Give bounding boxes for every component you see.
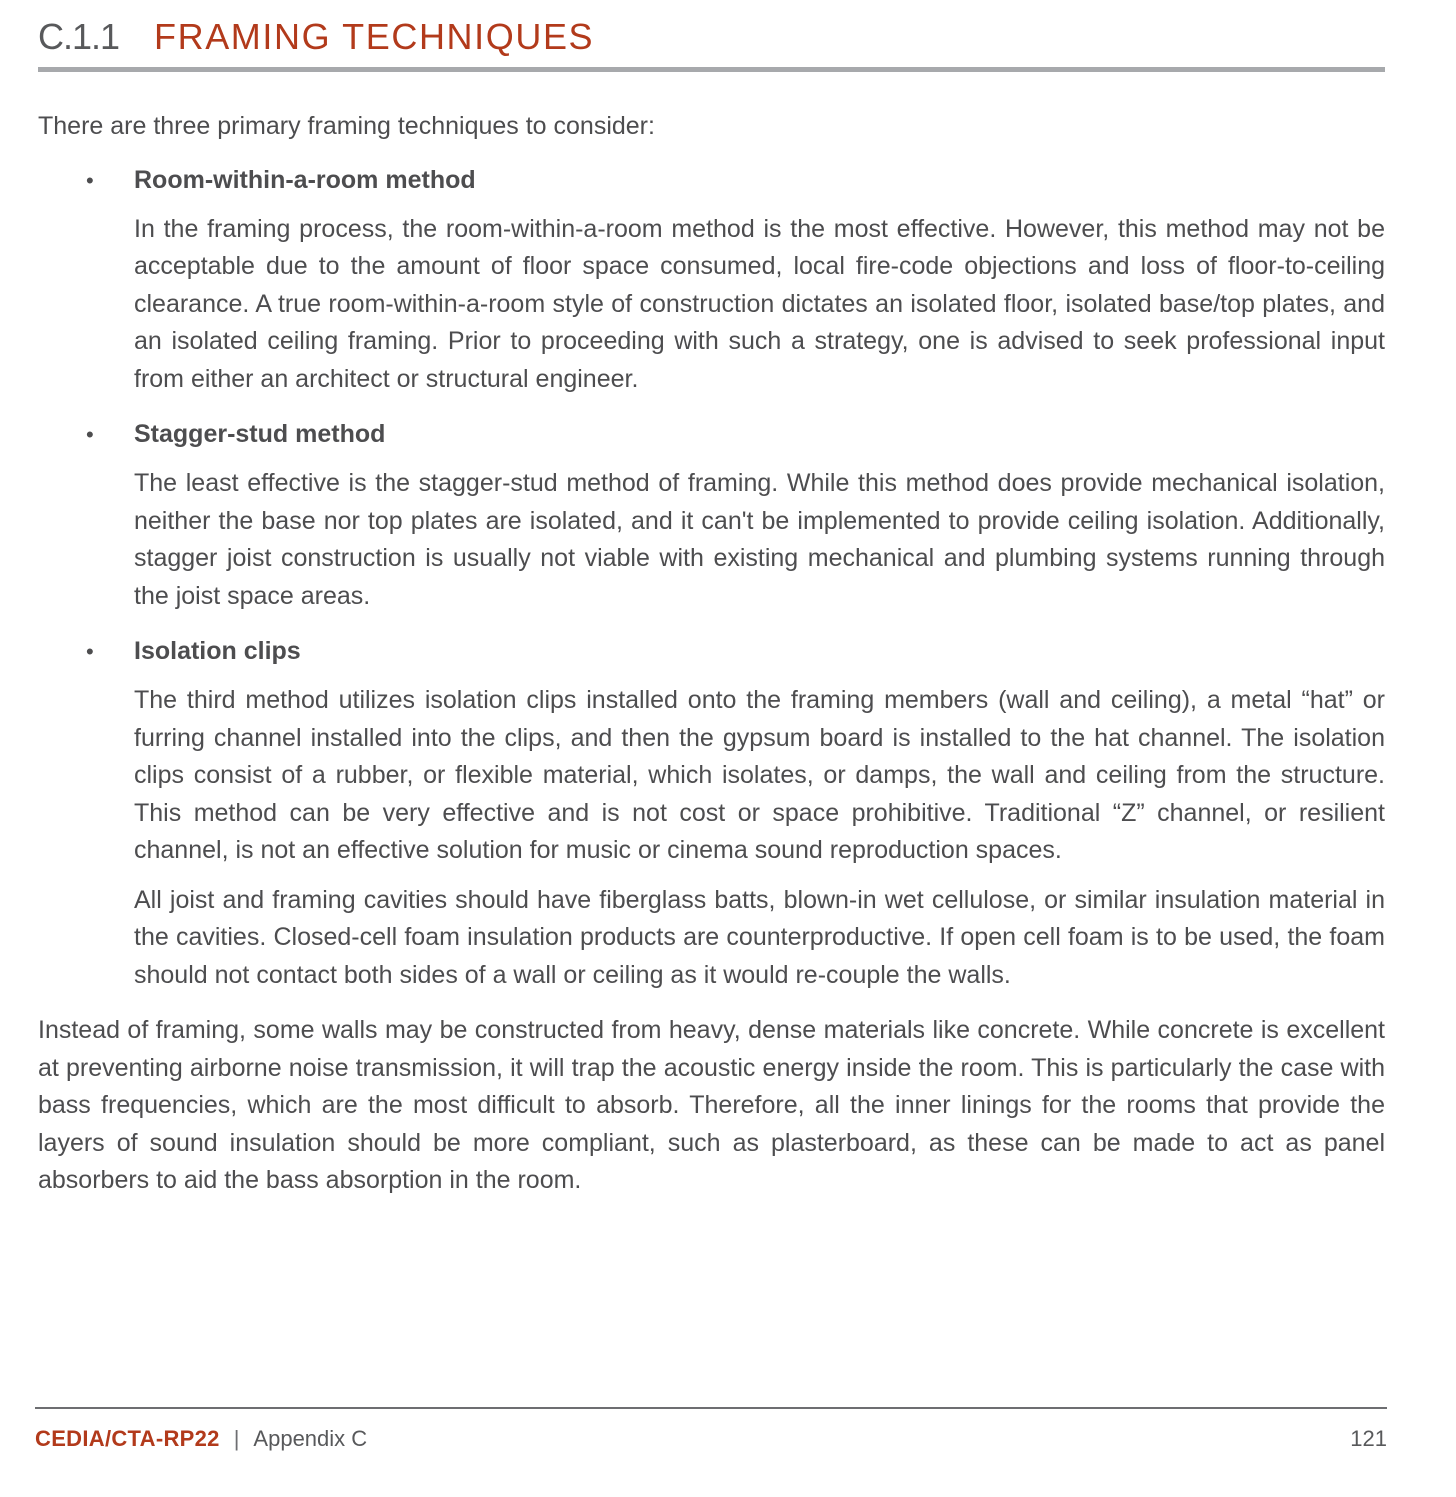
bullet-icon: • [86,639,94,664]
bullet-icon: • [86,422,94,447]
method-stagger-stud [38,416,1385,615]
appendix-label: Appendix C [253,1426,368,1451]
method-isolation-clips [38,633,1385,994]
section-number: C.1.1 [38,16,120,57]
page-header [38,14,1384,60]
bullet-icon: • [86,167,94,193]
document-id: CEDIA/CTA-RP22 [35,1426,220,1451]
page-footer [35,1422,1387,1456]
header-divider [38,67,1385,72]
footer-separator: | [233,1426,240,1451]
page-content [38,108,1385,1200]
method-paragraph: The third method utilizes isolation clips installed onto the framing members (wall and ceiling), a metal “hat” or furring channel installed into the clips, and then the gypsum board is installed to the hat channel. The isolation clips consist of a rubber, or flexible material, which isolates, or damps, the wall and ceiling from the structure. This method can be very effective and is not cost or space prohibitive. Traditional “Z” channel, or resilient channel, is not an effective solution for music or cinema sound reproduction spaces. [134,686,1385,864]
method-heading: Isolation clips [134,637,301,665]
method-heading: Room-within-a-room method [134,165,476,194]
closing-paragraph: Instead of framing, some walls may be constructed from heavy, dense materials like concrete. While concrete is excellent at preventing airborne noise transmission, it will trap the acoustic energy inside the room. This is particularly the case with bass frequencies, which are the most difficult to absorb. Therefore, all the inner linings for the rooms that provide the layers of sound insulation should be more compliant, such as plasterboard, as these can be made to act as panel absorbers to aid the bass absorption in the room. [38,1016,1385,1194]
method-paragraph: In the framing process, the room-within-a-room method is the most effective. However, this method may not be acceptable due to the amount of floor space consumed, local fire-code objections and loss of floor-to-ceiling clearance. A true room-within-a-room style of construction dictates an isolated floor, isolated base/top plates, and an isolated ceiling framing. Prior to proceeding with such a strategy, one is advised to seek professional input from either an architect or structural engineer. [134,214,1385,393]
page-number: 121 [1350,1426,1387,1451]
method-paragraph-insulation: All joist and framing cavities should have fiberglass batts, blown-in wet cellulose, or similar insulation material in the cavities. Closed-cell foam insulation products are counterproductive. If open cell foam is to be used, the foam should not contact both sides of a wall or ceiling as it would re-couple the walls. [134,885,1385,989]
method-heading: Stagger-stud method [134,420,386,448]
method-room-within-a-room [38,162,1385,399]
method-paragraph: The least effective is the stagger-stud method of framing. While this method does provide mechanical isolation, neither the base nor top plates are isolated, and it can't be implemented to provide ceiling isolation. Additionally, stagger joist construction is usually not viable with existing mechanical and plumbing systems running through the joist space areas. [134,469,1385,610]
section-title: FRAMING TECHNIQUES [154,16,595,57]
intro-paragraph: There are three primary framing techniques to consider: [38,112,655,140]
framing-methods-list [38,162,1385,995]
footer-divider [35,1407,1387,1409]
